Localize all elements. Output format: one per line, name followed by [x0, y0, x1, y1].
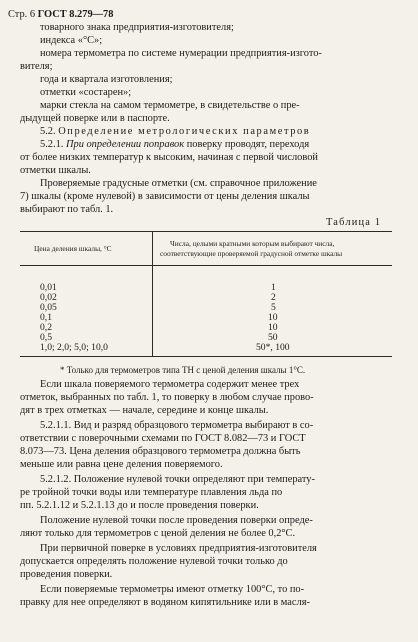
table-header-price: Цена деления шкалы, °С — [34, 244, 112, 253]
paragraph-line: правку для нее определяют в водяном кипятильнике или в масля- — [20, 597, 310, 608]
paragraph-line: дят в трех отметках — начале, середине и конце шкалы. — [20, 405, 269, 416]
paragraph-line: проведения поверки. — [20, 569, 113, 580]
table-cell-multiple: 10 — [268, 322, 278, 333]
paragraph-line: отметки шкалы. — [20, 165, 91, 176]
paragraph-line: При первичной поверке в условиях предприятия-изготовителя — [40, 543, 317, 554]
paragraph-line: 5.2.1.1. Вид и разряд образцового термометра выбирают в со- — [40, 420, 314, 431]
paragraph-line: Если шкала поверяемого термометра содержит менее трех — [40, 379, 300, 390]
section-heading — [40, 125, 310, 138]
table-cell-price: 0,5 — [40, 332, 52, 343]
table-cell-multiple: 10 — [268, 312, 278, 323]
table-cell-multiple: 1 — [271, 282, 276, 293]
section-title: Определение метрологических параметров — [58, 126, 311, 137]
table-cell-price: 0,2 — [40, 322, 52, 333]
standard-number: ГОСТ 8.279—78 — [37, 9, 114, 20]
table-cell-price: 0,05 — [40, 302, 57, 313]
table-cell-multiple: 5 — [271, 302, 276, 313]
paragraph-line: допускается определять положение нулевой точки только до — [20, 556, 288, 567]
paragraph-line: выбирают по табл. 1. — [20, 204, 114, 215]
table-footnote: * Только для термометров типа ТН с ценой деления шкалы 1°С. — [60, 365, 306, 375]
list-item: отметки «состарен»; — [40, 87, 132, 98]
table-cell-price: 1,0; 2,0; 5,0; 10,0 — [40, 342, 108, 353]
list-item-continuation: вителя; — [20, 61, 53, 72]
clause-number: 5.2.1. — [40, 139, 64, 150]
table-bottom-rule — [20, 356, 392, 357]
paragraph-line: ляют только для термометров с ценой деления не более 0,2°С. — [20, 528, 296, 539]
table-top-rule — [20, 231, 392, 232]
table-cell-price: 0,02 — [40, 292, 57, 303]
table-caption: Таблица 1 — [326, 217, 382, 228]
table-header-rule — [20, 265, 392, 266]
table-cell-multiple: 50 — [268, 332, 278, 343]
paragraph-line: ре тройной точки воды или температуре плавления льда по — [20, 487, 283, 498]
paragraph-line: 5.2.1.2. Положение нулевой точки определяют при температу- — [40, 474, 315, 485]
table-cell-price: 0,01 — [40, 282, 57, 293]
clause-italic-term: При определении поправок — [66, 139, 185, 150]
paragraph-line: 8.073—73. Цена деления образцового термометра должна быть — [20, 446, 301, 457]
list-item: товарного знака предприятия-изготовителя; — [40, 22, 234, 33]
paragraph-line: Проверяемые градусные отметки (см. справочное приложение — [40, 178, 317, 189]
table-cell-multiple: 2 — [271, 292, 276, 303]
paragraph-line: пп. 5.2.1.12 и 5.2.1.13 до и после проведения поверки. — [20, 500, 259, 511]
paragraph-line: отметок, выбранных по табл. 1, то поверку в любом случае прово- — [20, 392, 314, 403]
paragraph-line: ответствии с поверочными схемами по ГОСТ 8.082—73 и ГОСТ — [20, 433, 306, 444]
paragraph-line: от более низких температур к высоким, начиная с первой числовой — [20, 152, 318, 163]
paragraph-line: Положение нулевой точки после проведения поверки опреде- — [40, 515, 313, 526]
table-cell-multiple: 50*, 100 — [256, 342, 290, 353]
list-item: года и квартала изготовления; — [40, 74, 173, 85]
list-item: марки стекла на самом термометре, в свидетельстве о пре- — [40, 100, 300, 111]
table-column-divider — [152, 231, 153, 356]
table-header-multiples: соответствующие проверяемой градусной отметке шкалы — [160, 249, 343, 258]
list-item: индекса «°С»; — [40, 35, 103, 46]
paragraph-line: меньше или равна цене деления поверяемого. — [20, 459, 223, 470]
paragraph-line — [40, 138, 309, 151]
list-item: номера термометра по системе нумерации предприятия-изгото- — [40, 48, 322, 59]
list-item-continuation: дыдущей поверке или в паспорте. — [20, 113, 170, 124]
table-cell-price: 0,1 — [40, 312, 52, 323]
paragraph-line: 7) шкалы (кроме нулевой) в зависимости от цены деления шкалы — [20, 191, 310, 202]
clause-text: поверку проводят, переходя — [184, 139, 310, 150]
page-number: Стр. 6 — [8, 9, 36, 20]
page-header — [8, 8, 113, 21]
section-number: 5.2. — [40, 126, 56, 137]
paragraph-line: Если поверяемые термометры имеют отметку 100°С, то по- — [40, 584, 305, 595]
table-header-multiples: Числа, целыми кратными которым выбирают числа, — [170, 239, 335, 248]
